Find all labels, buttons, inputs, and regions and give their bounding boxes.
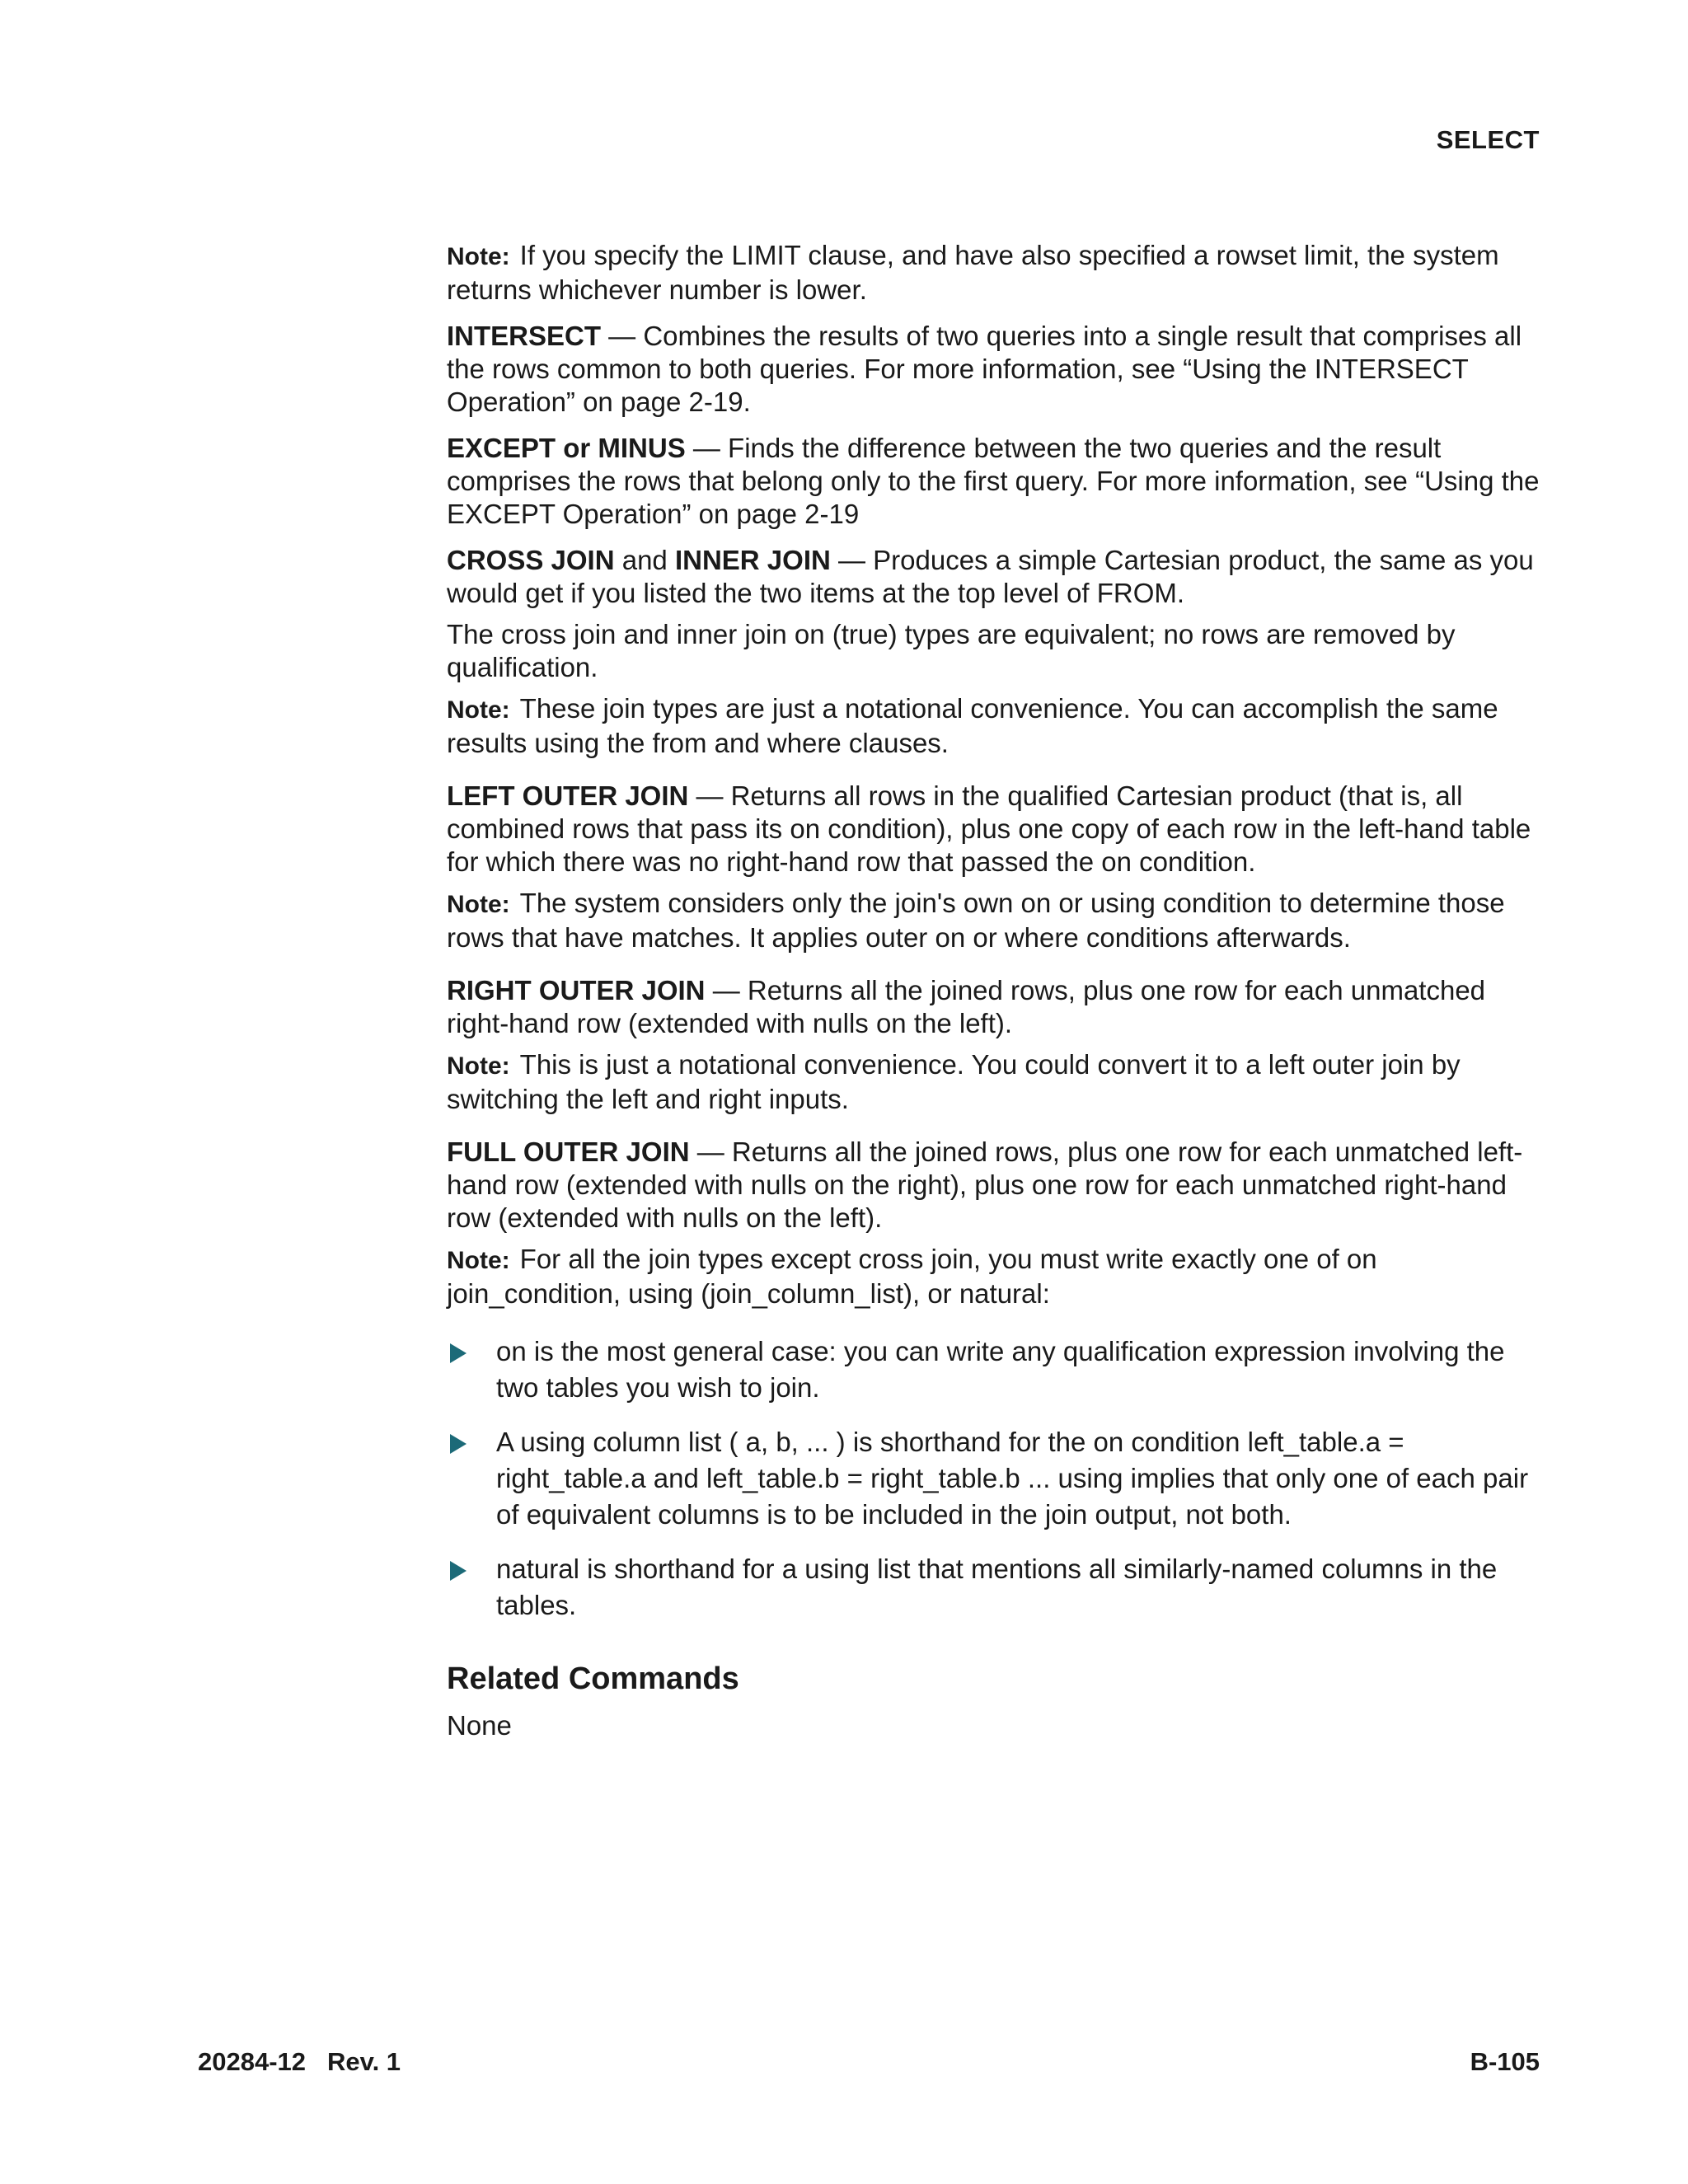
page-content — [447, 239, 1543, 1755]
note-label: Note: — [447, 1052, 510, 1080]
cross-join-term: CROSS JOIN — [447, 545, 615, 575]
list-item — [447, 1424, 1543, 1533]
revision: Rev. 1 — [327, 2047, 401, 2076]
list-item-text: on is the most general case: you can write any qualification expression involving the two tables you wish to join. — [496, 1336, 1505, 1403]
except-text: — Finds the difference between the two queries and the result comprises the rows that belong only to the first query. For more information, see “Using the EXCEPT Operation” on page 2-19 — [447, 433, 1540, 529]
related-commands-text: None — [447, 1710, 512, 1741]
left-outer-join-term: LEFT OUTER JOIN — [447, 780, 689, 811]
footer-doc-info — [198, 2047, 401, 2077]
full-outer-join-text: — Returns all the joined rows, plus one row for each unmatched left-hand row (extended with nulls on the right), plus one row for each unmatched right-hand row (extended with nulls on the left). — [447, 1137, 1523, 1233]
note-label: Note: — [447, 696, 510, 724]
right-outer-join-term: RIGHT OUTER JOIN — [447, 975, 706, 1005]
list-item-text: natural is shorthand for a using list that mentions all similarly-named columns in the tables. — [496, 1554, 1498, 1620]
except-paragraph — [447, 432, 1543, 531]
note-full-outer — [447, 1243, 1543, 1310]
running-head: SELECT — [1436, 125, 1540, 154]
intersect-text: — Combines the results of two queries into a single result that comprises all the rows common to both queries. For more information, see “Using the INTERSECT Operation” on page 2-19. — [447, 321, 1522, 417]
full-outer-join-paragraph — [447, 1136, 1543, 1235]
triangle-bullet-icon — [450, 1343, 467, 1363]
triangle-bullet-icon — [450, 1434, 467, 1454]
inner-join-term: INNER JOIN — [674, 545, 831, 575]
left-outer-join-paragraph — [447, 780, 1543, 879]
cross-join-text: — Produces a simple Cartesian product, the same as you would get if you listed the two items at the top level of FROM. — [447, 545, 1534, 608]
intersect-paragraph — [447, 320, 1543, 419]
right-outer-join-paragraph — [447, 974, 1543, 1040]
note-text: For all the join types except cross join, you must write exactly one of on join_condition, using (join_column_list), or natural: — [447, 1244, 1377, 1309]
note-text: These join types are just a notational convenience. You can accomplish the same results using the from and where clauses. — [447, 693, 1498, 758]
page-number: B-105 — [1470, 2047, 1540, 2076]
list-item-text: A using column list ( a, b, ... ) is shorthand for the on condition left_table.a = right_table.a and left_table.b = right_table.b ... using implies that only one of each pair of equivalent columns is to be included in the join output, not both. — [496, 1427, 1529, 1530]
related-commands-heading: Related Commands — [447, 1661, 739, 1696]
join-condition-list — [447, 1333, 1543, 1624]
cross-join-connector: and — [614, 545, 675, 575]
note-limit — [447, 239, 1543, 307]
list-item — [447, 1333, 1543, 1406]
triangle-bullet-icon — [450, 1561, 467, 1581]
doc-number: 20284-12 — [198, 2047, 307, 2076]
note-label: Note: — [447, 1247, 510, 1274]
note-join-types — [447, 692, 1543, 760]
note-text: If you specify the LIMIT clause, and have also specified a rowset limit, the system returns whichever number is lower. — [447, 240, 1499, 305]
note-left-outer — [447, 887, 1543, 954]
cross-join-paragraph — [447, 544, 1543, 610]
note-text: This is just a notational convenience. You could convert it to a left outer join by switching the left and right inputs. — [447, 1049, 1461, 1114]
except-term: EXCEPT or MINUS — [447, 433, 686, 463]
list-item — [447, 1551, 1543, 1624]
cross-join-equivalence: The cross join and inner join on (true) types are equivalent; no rows are removed by qualification. — [447, 619, 1456, 682]
intersect-term: INTERSECT — [447, 321, 602, 351]
right-outer-join-text: — Returns all the joined rows, plus one row for each unmatched right-hand row (extended with nulls on the left). — [447, 975, 1486, 1038]
note-right-outer — [447, 1048, 1543, 1116]
note-label: Note: — [447, 243, 510, 270]
left-outer-join-text: — Returns all rows in the qualified Cartesian product (that is, all combined rows that pass its on condition), plus one copy of each row in the left-hand table for which there was no right-hand row that passed the on condition. — [447, 780, 1531, 877]
note-text: The system considers only the join's own on or using condition to determine those rows that have matches. It applies outer on or where conditions afterwards. — [447, 888, 1505, 953]
full-outer-join-term: FULL OUTER JOIN — [447, 1137, 690, 1167]
note-label: Note: — [447, 891, 510, 918]
